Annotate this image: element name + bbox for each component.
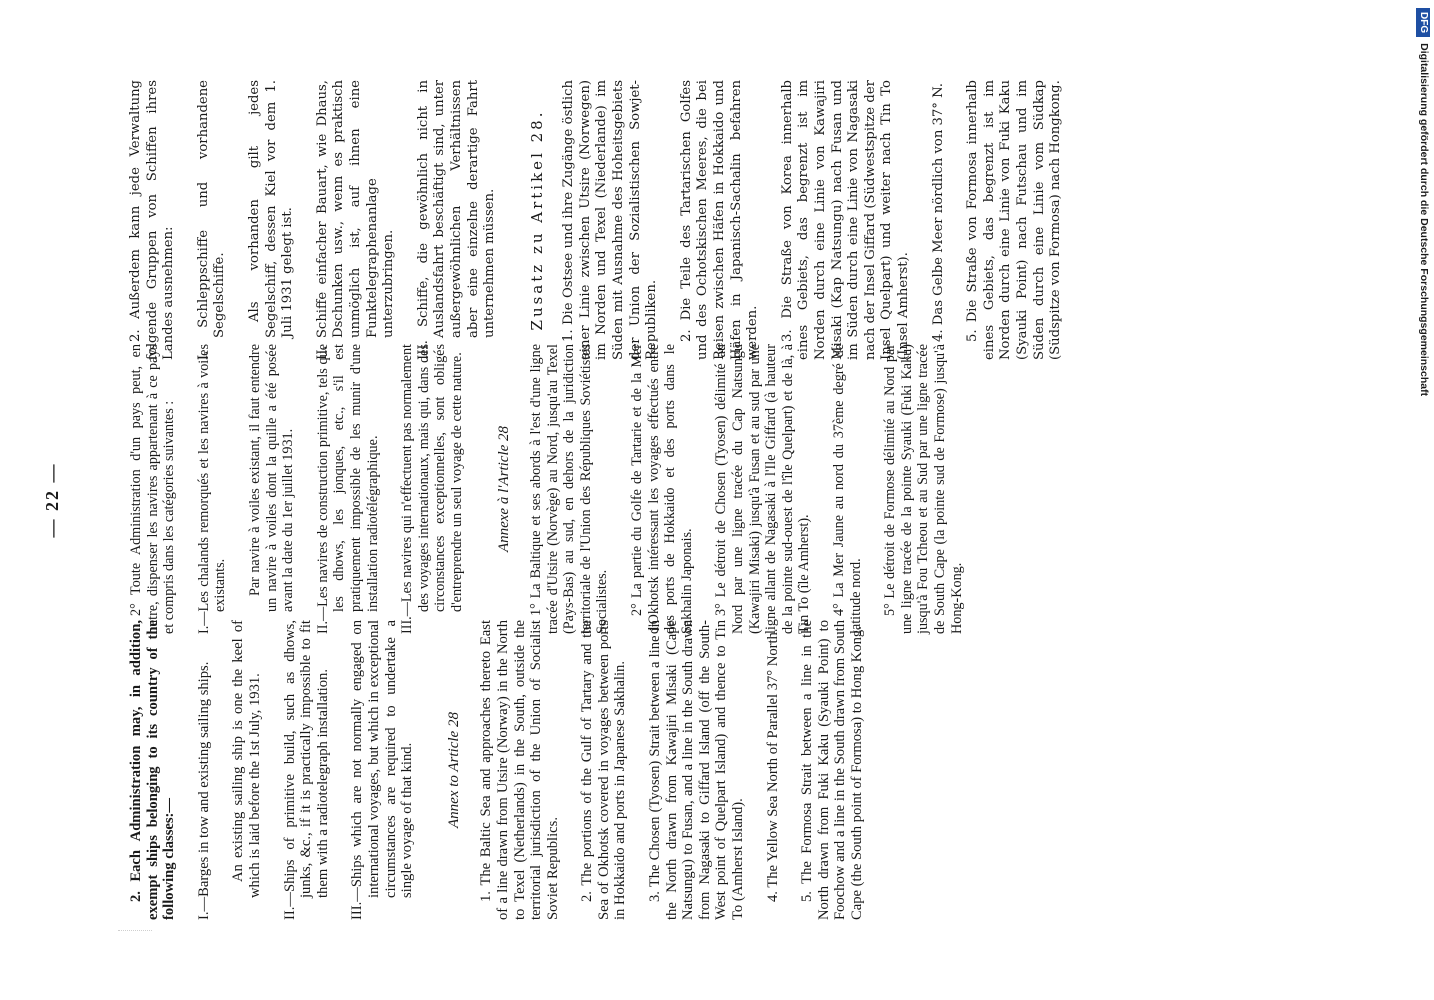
english-annex-item-1: 1. The Baltic Sea and approaches thereto East of a line drawn from Utsire (Norway) in the North to Texel (Netherlands) in the South, outside the territorial jurisdiction of the Union of Socialist Soviet Republics. (478, 620, 561, 920)
french-annex-item-4: 4° La Mer Jaune au nord du 37ème degré de latitude nord. (831, 344, 864, 634)
german-annex-title: Zusatz zu Artikel 28. (527, 109, 546, 331)
french-annex-item-3: 3° Le détroit de Chosen (Tyosen) délimité au Nord par une ligne tracée du Cap Natsungu (Kawajiri Misaki) jusqu'à Fusan et au sud par une ligne allant de Nagasaki à l'Ile Giffard (à hauteur de la pointe sud-ouest de l'île Quelpart) et de là, à Tin To (île Amherst). (713, 344, 813, 634)
english-class-1: I.—Barges in tow and existing sailing ships. (195, 661, 212, 920)
english-paragraph-2: 2. Each Administration may, in addition, exempt ships belonging to its country of the following classes:— (128, 620, 178, 920)
german-class-1: I. Schleppschiffe und vorhandene Segelschiffe. (195, 80, 228, 360)
german-annex-item-1: 1. Die Ostsee und ihre Zugänge östlich einer Linie zwischen Utsire (Norwegen) im Norden und Texel (Niederlande) im Süden mit Ausnahme des Hoheitsgebiets der Union der Sozialistischen Sowjet-Republiken. (561, 80, 660, 360)
english-annex-title: Annex to Article 28 (445, 712, 462, 828)
german-class-1-note: Als vorhanden gilt jedes Segelschiff, dessen Kiel vor dem 1. Juli 1931 gelegt ist. (246, 80, 296, 338)
french-annex-item-5: 5° Le détroit de Formose délimité au Nord par une ligne tracée de la pointe Syauki (Fuki Kaku) jusqu'à Fou Tcheou et au Sud par une ligne tracée de South Cape (la pointe sud de Formose) jusqu'à Hong-Kong. (882, 344, 965, 634)
french-class-1: I.—Les chalands remorqués et les navires à voiles existants. (195, 344, 229, 634)
german-column (128, 80, 1083, 360)
french-annex-item-1: 1° La Baltique et ses abords à l'est d'une ligne tracée d'Utsire (Norvège) au Nord, jusqu'au Texel (Pays-Bas) au sud, en dehors de la juridiction territoriale de l'Union des Républiques Soviétistes Socialistes. (528, 344, 611, 634)
english-annex-item-3: 3. The Chosen (Tyosen) Strait between a line in the North drawn from Kawajiri Misaki (Cape Natsungu) to Fusan, and a line in the South drawn from Nagasaki to Giffard Island (off the South-West point of Quelpart Island) and thence to Tin To (Amherst Island). (647, 620, 747, 920)
french-class-1-note: Par navire à voiles existant, il faut entendre un navire à voiles dont la quille a été posée avant la date du 1er juillet 1931. (246, 344, 297, 612)
french-class-3: III.—Les navires qui n'effectuent pas normalement des voyages internationaux, mais qui, dans des circonstances exceptionnelles, sont obligés d'entreprendre un seul voyage de cette nature. (399, 344, 465, 634)
german-annex-item-4: 4. Das Gelbe Meer nördlich von 37° N. (930, 83, 946, 342)
german-annex-item-2: 2. Die Teile des Tartarischen Golfes und des Ochotskischen Meeres, die bei Reisen zwischen Häfen in Hokkaido und Häfen in Japanisch-Sachalin befahren werden. (678, 80, 761, 360)
credit-line (1415, 8, 1433, 428)
french-annex-title: Annexe à l'Article 28 (495, 425, 512, 553)
german-annex-item-5: 5. Die Straße von Formosa innerhalb eines Gebiets, das begrenzt ist im Norden durch eine Linie von Fuki Kaku (Syauki Point) nach Futschau und im Süden durch eine Linie vom Südkap (Südspitze von Formosa) nach Hongkong. (965, 80, 1064, 360)
english-class-3: III.—Ships which are not normally engaged on international voyages, but which in exceptional circumstances are required to undertake a single voyage of that kind. (349, 620, 416, 920)
digitization-credit (1415, 8, 1433, 428)
dfg-logo: DFG (1416, 8, 1430, 37)
french-annex-item-2: 2° La partie du Golfe de Tartarie et de la Mer d'Okhotsk intéressant les voyages effectués entre des ports de Hokkaido et des ports dans le Sakhalin Japonais. (629, 344, 695, 634)
english-annex-item-2: 2. The portions of the Gulf of Tartary and the Sea of Okhotsk covered in voyages between ports in Hokkaido and ports in Japanese Sakhalin. (579, 620, 629, 920)
english-class-2: II.—Ships of primitive build, such as dhows, junks, &c., if it is practically impossible to fit them with a radiotelegraph installation. (281, 620, 331, 920)
french-class-2: II.—Les navires de construction primitive, tels que les dhows, les jonques, etc., s'il est pratiquement impossible de les munir d'une installation radiotélégraphique. (314, 344, 381, 634)
french-column (128, 344, 983, 634)
page-number: — 22 — (42, 462, 62, 538)
english-class-1-note: An existing sailing ship is one the keel of which is laid before the 1st July, 1931. (230, 620, 263, 898)
credit-text: Digitalisierung gefördert durch die Deutsche Forschungsgemeinschaft (1418, 43, 1430, 397)
german-class-2: II. Schiffe einfacher Bauart, wie Dhaus, Dschunken usw., wenn es praktisch unmöglich ist, auf ihnen eine Funktelegraphenanlage unterzubringen. (314, 80, 397, 360)
german-class-3: III. Schiffe, die gewöhnlich nicht in Auslandsfahrt beschäftigt sind, unter außergewöhnlichen Verhältnissen aber eine einzelne derartige Fahrt unternehmen müssen. (415, 80, 498, 360)
german-annex-item-3: 3. Die Straße von Korea innerhalb eines Gebiets, das begrenzt ist im Norden durch eine Linie von Kawajiri Misaki (Kap Natsungu) nach Fusan und im Süden durch eine Linie von Nagasaki nach der Insel Giffard (Südwestspitze der Insel Quelpart) und weiter nach Tin To (Insel Amherst). (779, 80, 911, 360)
english-annex-item-4: 4. The Yellow Sea North of Parallel 37° North. (764, 628, 781, 902)
german-paragraph-2: 2. Außerdem kann jede Verwaltung folgende Gruppen von Schiffen ihres Landes ausnehmen: (128, 80, 177, 360)
english-annex-item-5: 5. The Formosa Strait between a line in the North drawn from Fuki Kaku (Syauki Point) to Foochow and a line in the South drawn from South Cape (the South point of Formosa) to Hong Kong. (799, 620, 865, 920)
scan-speck (118, 930, 152, 947)
english-column (128, 620, 884, 920)
french-paragraph-2: 2° Toute Administration d'un pays peut, en outre, dispenser les navires appartenant à ce pays et compris dans les catégories suivantes : (128, 344, 178, 634)
